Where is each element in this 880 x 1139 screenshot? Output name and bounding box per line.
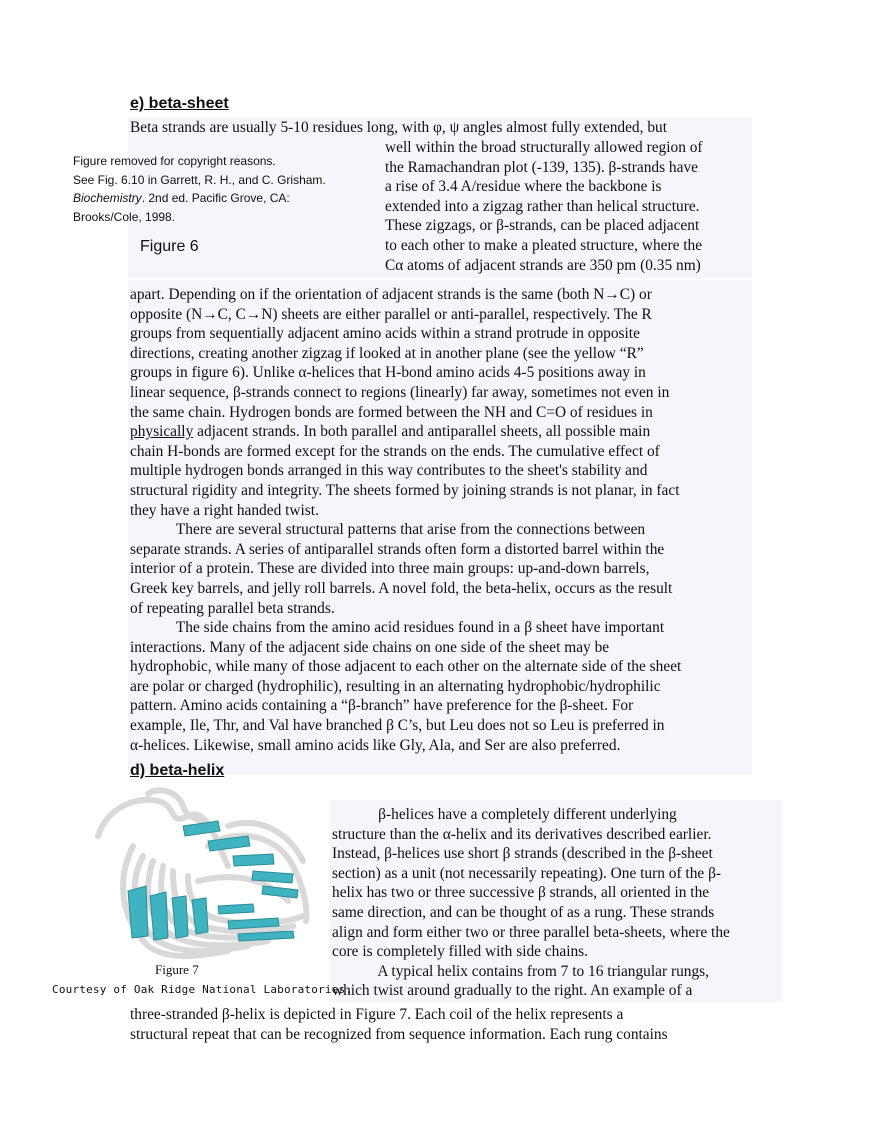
note-line-rest: . 2nd ed. Pacific Grove, CA:: [141, 191, 290, 205]
right-column-text: [385, 138, 703, 275]
section-heading-beta-helix: d) beta-helix: [130, 762, 225, 779]
text-line: hydrophobic, while many of those adjacent to each other on the alternate side of the sheet: [130, 658, 682, 676]
note-line: Brooks/Cole, 1998.: [73, 209, 176, 224]
book-title: Biochemistry: [73, 191, 142, 205]
text-line: they have a right handed twist.: [130, 501, 319, 519]
text-line: structure than the α-helix and its derivatives described earlier.: [332, 825, 712, 843]
main-body-text: [130, 285, 681, 755]
text-line: structural repeat that can be recognized from sequence information. Each rung contains: [130, 1025, 668, 1043]
text-line: α-helices. Likewise, small amino acids like Gly, Ala, and Ser are also preferred.: [130, 736, 621, 754]
helix-right-text: [332, 805, 730, 1001]
text-line: β-helices have a completely different underlying: [332, 806, 677, 823]
text-line: There are several structural patterns that arise from the connections between: [130, 521, 646, 539]
text-line: linear sequence, β-strands connect to regions (linearly) far away, sometimes not even in: [130, 383, 670, 401]
figure-7-credit: Courtesy of Oak Ridge National Laboratories.: [52, 983, 353, 996]
text-line: A typical helix contains from 7 to 16 triangular rungs,: [332, 962, 710, 980]
text-line: chain H-bonds are formed except for the strands on the ends. The cumulative effect of: [130, 442, 660, 460]
text-line: These zigzags, or β-strands, can be placed adjacent: [385, 217, 700, 235]
text-line: to each other to make a pleated structure, where the: [385, 236, 703, 254]
note-line: See Fig. 6.10 in Garrett, R. H., and C. Grisham.: [73, 172, 326, 187]
text-line: [130, 422, 681, 442]
note-line: Figure removed for copyright reasons.: [73, 154, 276, 168]
text-line: the Ramachandran plot (-139, 135). β-strands have: [385, 158, 698, 176]
text-line: same direction, and can be thought of as a rung. These strands: [332, 903, 715, 921]
figure-removed-note: [73, 152, 326, 226]
text-line: groups from sequentially adjacent amino acids within a strand protrude in opposite: [130, 325, 640, 343]
text-line: which twist around gradually to the right. An example of a: [332, 982, 693, 1000]
text-line: apart. Depending on if the orientation of adjacent strands is the same (both N→C) or: [130, 286, 652, 303]
text-line: interactions. Many of the adjacent side chains on one side of the sheet may be: [130, 638, 610, 656]
text-line: example, Ile, Thr, and Val have branched β C’s, but Leu does not so Leu is preferred in: [130, 717, 665, 735]
text-line: Instead, β-helices use short β strands (described in the β-sheet: [332, 845, 713, 863]
text-line: interior of a protein. These are divided into three main groups: up-and-down barrels,: [130, 560, 650, 578]
beta-helix-structure-image: [88, 786, 328, 964]
text-line-rest: adjacent strands. In both parallel and antiparallel sheets, all possible main: [197, 423, 651, 441]
text-line: section) as a unit (not necessarily repeating). One turn of the β-: [332, 864, 722, 882]
underlined-word: physically: [130, 423, 194, 441]
helix-bottom-text: [130, 1005, 668, 1044]
text-line: Greek key barrels, and jelly roll barrels. A novel fold, the beta-helix, occurs as the result: [130, 579, 673, 597]
text-line: the same chain. Hydrogen bonds are formed between the NH and C=O of residues in: [130, 403, 653, 421]
text-line: align and form either two or three parallel beta-sheets, where the: [332, 923, 730, 941]
note-line: [73, 189, 326, 208]
text-line: The side chains from the amino acid residues found in a β sheet have important: [130, 619, 665, 637]
text-line: helix has two or three successive β strands, all oriented in the: [332, 884, 710, 902]
text-line: extended into a zigzag rather than helical structure.: [385, 197, 700, 215]
text-line: well within the broad structurally allowed region of: [385, 139, 703, 156]
text-line: a rise of 3.4 A/residue where the backbone is: [385, 178, 662, 196]
text-line: core is completely filled with side chains.: [332, 943, 589, 961]
text-line: structural rigidity and integrity. The sheets formed by joining strands is not planar, in fact: [130, 481, 680, 499]
text-line: three-stranded β-helix is depicted in Figure 7. Each coil of the helix represents a: [130, 1006, 624, 1023]
text-line: groups in figure 6). Unlike α-helices that H-bond amino acids 4-5 positions away in: [130, 364, 646, 382]
text-line: directions, creating another zigzag if looked at in another plane (see the yellow “R”: [130, 344, 644, 362]
text-line: Cα atoms of adjacent strands are 350 pm (0.35 nm): [385, 256, 701, 274]
section-heading-beta-sheet: e) beta-sheet: [130, 95, 229, 112]
text-line: multiple hydrogen bonds arranged in this way contributes to the sheet's stability and: [130, 462, 648, 480]
figure-7-label: Figure 7: [155, 962, 199, 977]
text-line: of repeating parallel beta strands.: [130, 599, 335, 617]
text-line: opposite (N→C, C→N) sheets are either parallel or anti-parallel, respectively. The R: [130, 305, 652, 323]
figure-6-label: Figure 6: [140, 238, 199, 255]
text-line: separate strands. A series of antiparallel strands often form a distorted barrel within the: [130, 540, 665, 558]
text-line: are polar or charged (hydrophilic), resulting in an alternating hydrophobic/hydrophilic: [130, 677, 661, 695]
text-line: pattern. Amino acids containing a “β-branch” have preference for the β-sheet. For: [130, 697, 634, 715]
intro-line: Beta strands are usually 5-10 residues long, with φ, ψ angles almost fully extended, but: [130, 119, 667, 136]
